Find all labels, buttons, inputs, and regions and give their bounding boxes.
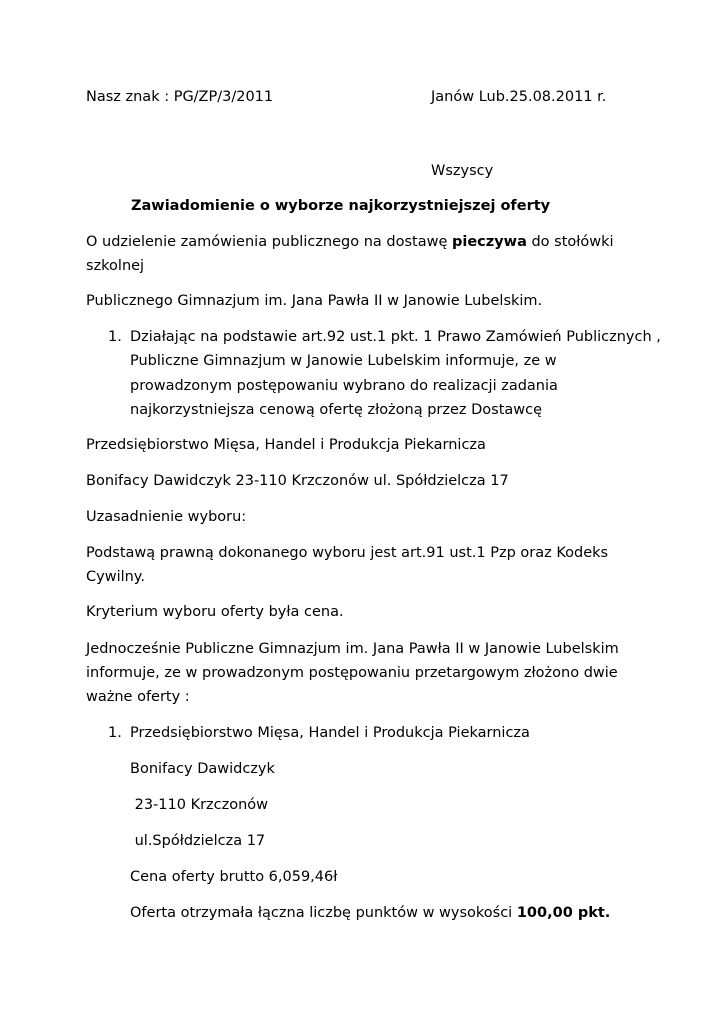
school-line: Publicznego Gimnazjum im. Jana Pawła II w Janowie Lubelskim. [86, 293, 543, 309]
info-line-3: ważne oferty : [86, 689, 190, 705]
offer-1-points [130, 904, 610, 922]
legal-basis-line-1: Podstawą prawną dokonanego wyboru jest art.91 ust.1 Pzp oraz Kodeks [86, 545, 609, 561]
point-1-line-4: najkorzystniejsza cenową ofertę złożoną przez Dostawcę [130, 402, 543, 418]
intro-line-2: szkolnej [86, 258, 145, 274]
intro-text: O udzielenie zamówienia publicznego na dostawę [86, 234, 452, 250]
info-line-1: Jednocześnie Publiczne Gimnazjum im. Jana Pawła II w Janowie Lubelskim [86, 641, 619, 657]
offer-1-points-value: 100,00 pkt. [516, 905, 611, 921]
point-1-line-2: Publiczne Gimnazjum w Janowie Lubelskim informuje, ze w [130, 353, 557, 369]
offer-1-number: 1. [108, 725, 122, 741]
intro-line-1 [86, 233, 614, 251]
offer-1-person: Bonifacy Dawidczyk [130, 761, 275, 777]
point-1-line-3: prowadzonym postępowaniu wybrano do realizacji zadania [130, 378, 558, 394]
offer-1-price: Cena oferty brutto 6,059,46ł [130, 869, 338, 885]
document-title: Zawiadomienie o wyborze najkorzystniejszej oferty [131, 198, 551, 214]
point-1-line-1: Działając na podstawie art.92 ust.1 pkt. 1 Prawo Zamówień Publicznych , [130, 329, 661, 345]
offer-1-postal: 23-110 Krzczonów [130, 797, 269, 813]
offer-1-points-text: Oferta otrzymała łączna liczbę punktów w wysokości [130, 905, 517, 921]
info-line-2: informuje, ze w prowadzonym postępowaniu przetargowym złożono dwie [86, 665, 618, 681]
point-1-number: 1. [108, 329, 122, 345]
legal-basis-line-2: Cywilny. [86, 569, 145, 585]
justification-label: Uzasadnienie wyboru: [86, 509, 247, 525]
offer-1-company: Przedsiębiorstwo Mięsa, Handel i Produkcja Piekarnicza [130, 725, 530, 741]
intro-text-end: do stołówki [526, 234, 614, 250]
offer-1-street: ul.Spółdzielcza 17 [130, 833, 266, 849]
supplier-address: Bonifacy Dawidczyk 23-110 Krzczonów ul. Spółdzielcza 17 [86, 473, 509, 489]
recipient: Wszyscy [431, 163, 494, 179]
reference-number: Nasz znak : PG/ZP/3/2011 [86, 89, 274, 105]
intro-bold-word: pieczywa [452, 234, 527, 250]
supplier-name: Przedsiębiorstwo Mięsa, Handel i Produkcja Piekarnicza [86, 437, 486, 453]
place-date: Janów Lub.25.08.2011 r. [431, 89, 607, 105]
criterion: Kryterium wyboru oferty była cena. [86, 604, 344, 620]
